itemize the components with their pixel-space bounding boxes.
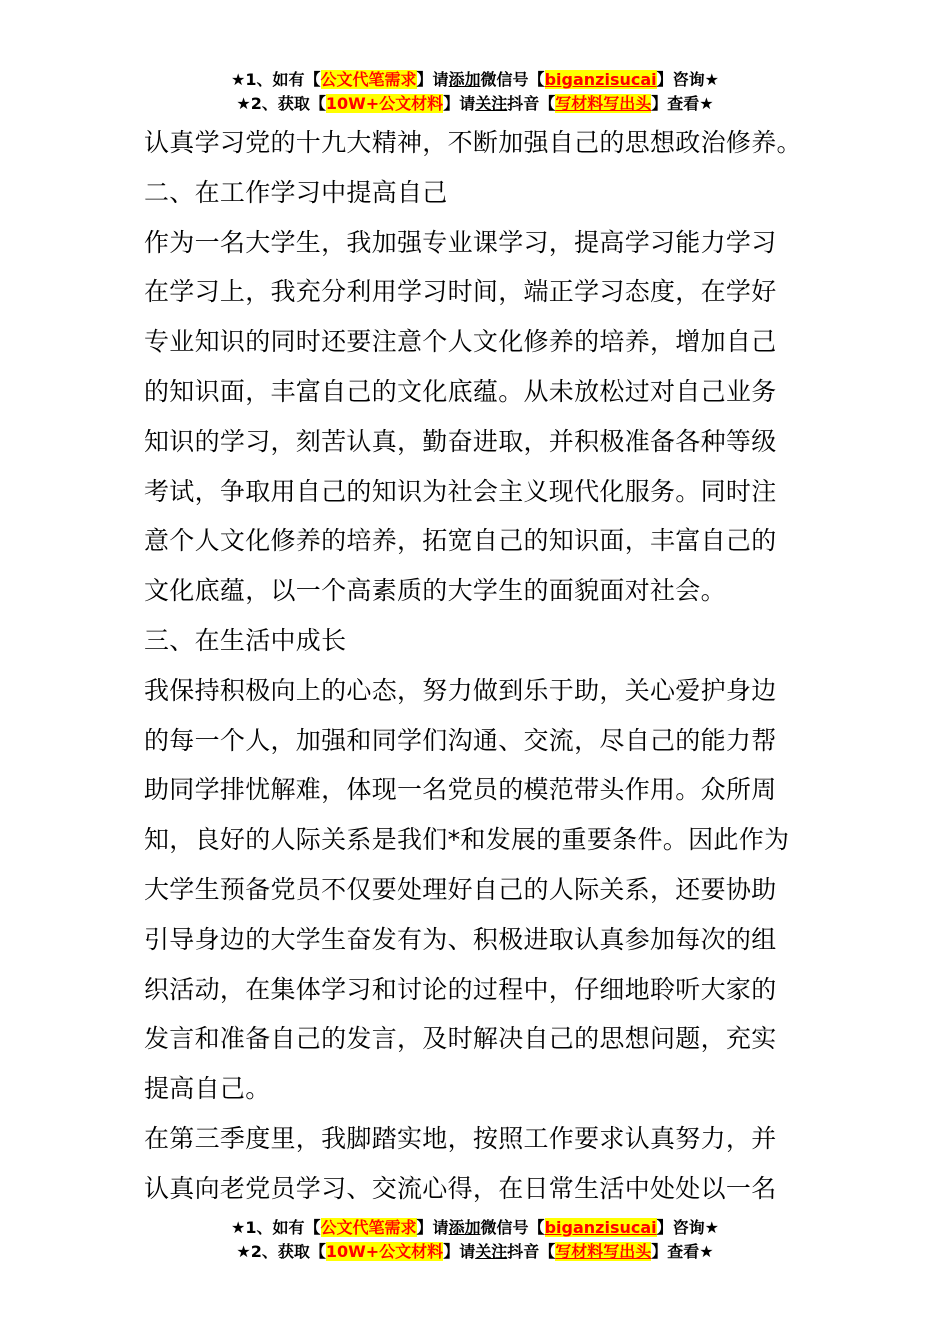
banner-text: 关注 (475, 94, 508, 113)
body-line: 认真学习党的十九大精神，不断加强自己的思想政治修养。 (144, 128, 802, 157)
body-line: 引导身边的大学生奋发有为、积极进取认真参加每次的组 (144, 924, 777, 954)
body-line: 的知识面，丰富自己的文化底蕴。从未放松过对自己业务 (144, 376, 777, 406)
banner-text: 】查看★ (651, 94, 714, 113)
highlight-service: 公文代笔需求 (320, 1218, 417, 1237)
banner-text: ★2、获取【 (236, 1242, 326, 1261)
banner-text: 】请 (443, 94, 476, 113)
banner-text: 】请 (416, 70, 449, 89)
body-line: 作为一名大学生，我加强专业课学习，提高学习能力学习 (144, 227, 777, 257)
document-body (144, 118, 814, 1214)
banner-text: 抖音【 (507, 94, 556, 113)
header-banner (0, 68, 950, 116)
body-line: 专业知识的同时还要注意个人文化修养的培养，增加自己 (144, 327, 777, 357)
banner-line-2 (0, 1240, 950, 1264)
body-line: 在学习上，我充分利用学习时间，端正学习态度，在学好 (144, 277, 777, 307)
banner-text: 】咨询★ (656, 1218, 719, 1237)
highlight-wechat-id: biganzisucai (544, 70, 657, 89)
body-line: 提高自己。 (144, 1074, 271, 1104)
banner-text: 微信号【 (480, 1218, 545, 1237)
body-line: 发言和准备自己的发言，及时解决自己的思想问题，充实 (144, 1024, 777, 1054)
banner-text: ★1、如有【 (231, 70, 321, 89)
footer-banner (0, 1216, 950, 1264)
body-line: 我保持积极向上的心态，努力做到乐于助，关心爱护身边 (144, 675, 777, 705)
banner-text: 添加 (448, 1218, 481, 1237)
body-line: 考试，争取用自己的知识为社会主义现代化服务。同时注 (144, 476, 777, 506)
highlight-service: 公文代笔需求 (320, 70, 417, 89)
banner-text: 】请 (443, 1242, 476, 1261)
body-line: 大学生预备党员不仅要处理好自己的人际关系，还要协助 (144, 874, 777, 904)
banner-line-1 (0, 68, 950, 92)
banner-text: ★2、获取【 (236, 94, 326, 113)
banner-text: 关注 (475, 1242, 508, 1261)
body-line: 的每一个人，加强和同学们沟通、交流，尽自己的能力帮 (144, 725, 777, 755)
body-line: 文化底蕴，以一个高素质的大学生的面貌面对社会。 (144, 576, 726, 606)
banner-text: 】请 (416, 1218, 449, 1237)
body-line: 助同学排忧解难，体现一名党员的模范带头作用。众所周 (144, 775, 777, 805)
banner-text: 微信号【 (480, 70, 545, 89)
body-line: 认真向老党员学习、交流心得，在日常生活中处处以一名 (144, 1173, 777, 1203)
section-heading: 二、在工作学习中提高自己 (144, 177, 448, 207)
banner-text: 抖音【 (507, 1242, 556, 1261)
highlight-materials: 10W+公文材料 (325, 1242, 444, 1261)
banner-text: 添加 (448, 70, 481, 89)
body-line: 知识的学习，刻苦认真，勤奋进取，并积极准备各种等级 (144, 426, 777, 456)
body-line: 知，良好的人际关系是我们*和发展的重要条件。因此作为 (144, 825, 790, 855)
banner-line-2 (0, 92, 950, 116)
body-line: 在第三季度里，我脚踏实地，按照工作要求认真努力，并 (144, 1123, 777, 1153)
banner-line-1 (0, 1216, 950, 1240)
banner-text: 】咨询★ (656, 70, 719, 89)
body-line: 意个人文化修养的培养，拓宽自己的知识面，丰富自己的 (144, 526, 777, 556)
highlight-douyin: 写材料写出头 (555, 1242, 652, 1261)
banner-text: 】查看★ (651, 1242, 714, 1261)
highlight-wechat-id: biganzisucai (544, 1218, 657, 1237)
body-line: 织活动，在集体学习和讨论的过程中，仔细地聆听大家的 (144, 974, 777, 1004)
highlight-douyin: 写材料写出头 (555, 94, 652, 113)
banner-text: ★1、如有【 (231, 1218, 321, 1237)
highlight-materials: 10W+公文材料 (325, 94, 444, 113)
section-heading: 三、在生活中成长 (144, 625, 347, 655)
